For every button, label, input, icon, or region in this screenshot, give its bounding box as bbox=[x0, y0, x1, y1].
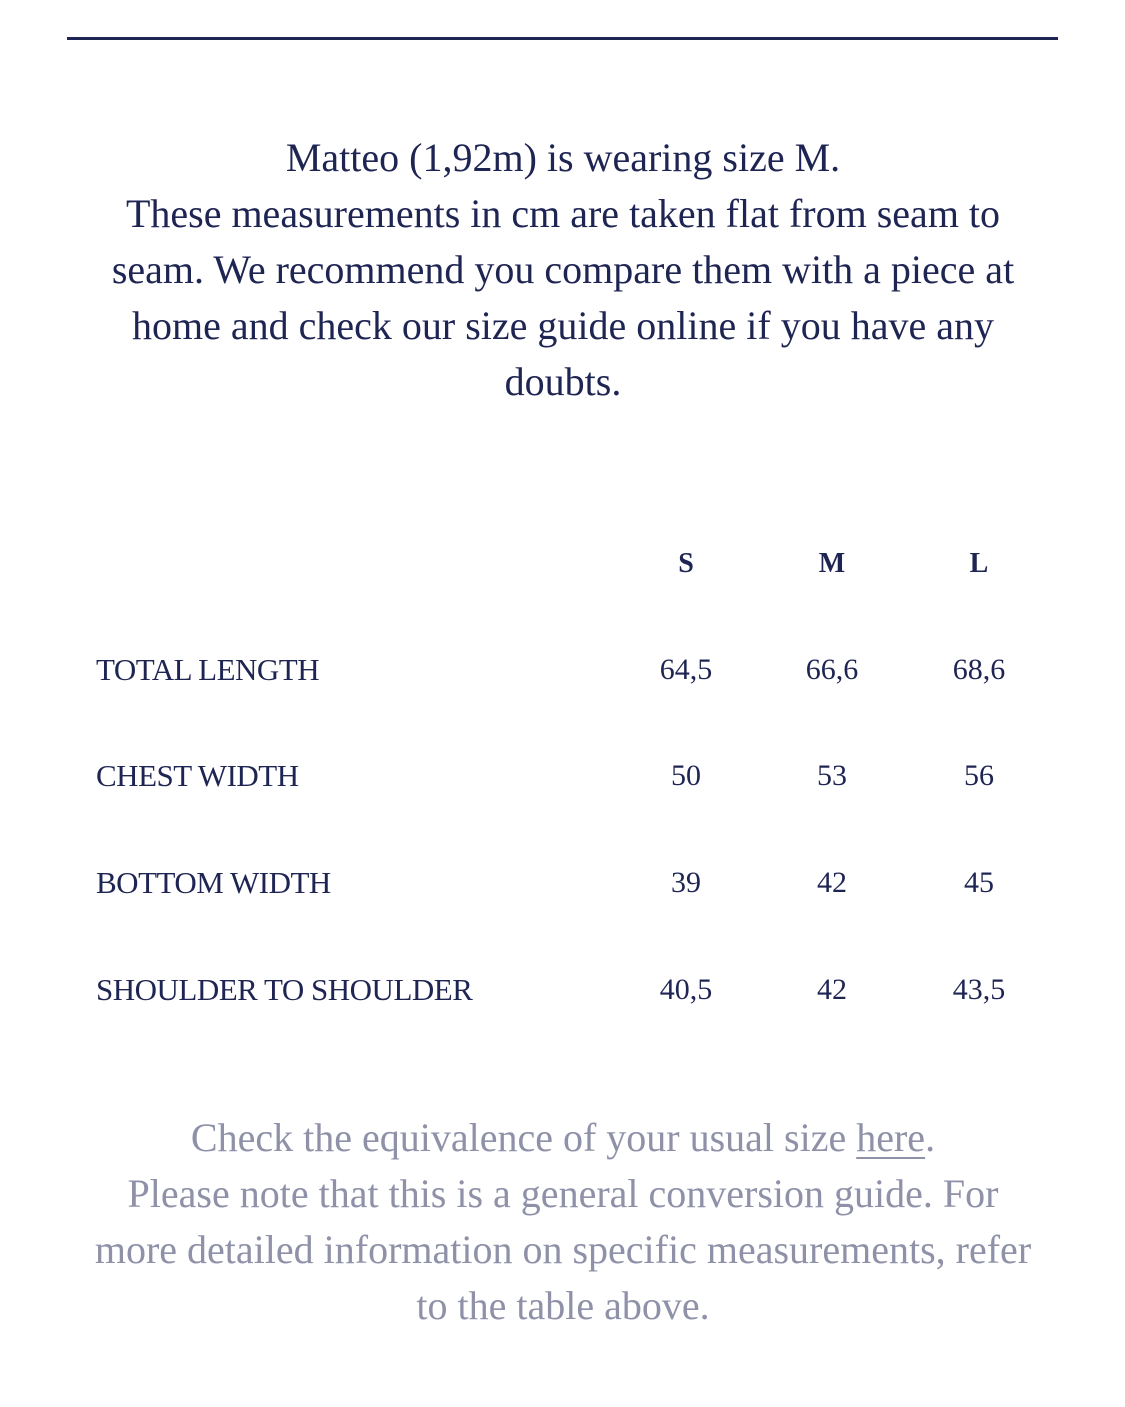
model-size-line: Matteo (1,92m) is wearing size M. bbox=[285, 135, 841, 180]
size-guide-link[interactable]: here bbox=[856, 1115, 926, 1160]
row-label-chest-width: CHEST WIDTH bbox=[96, 758, 299, 793]
table-cell: 53 bbox=[817, 759, 847, 792]
table-cell: 39 bbox=[671, 866, 701, 899]
size-equivalence-note bbox=[88, 1110, 1038, 1334]
column-header-m: M bbox=[818, 548, 846, 579]
table-cell: 56 bbox=[964, 759, 994, 792]
row-label-shoulder-to-shoulder: SHOULDER TO SHOULDER bbox=[96, 972, 473, 1007]
table-cell: 43,5 bbox=[952, 973, 1006, 1006]
table-cell: 42 bbox=[817, 973, 847, 1006]
table-cell: 66,6 bbox=[805, 653, 859, 686]
measurement-note: These measurements in cm are taken flat from seam to seam. We recommend you compare them with a piece at home and check our size guide online if you have any doubts. bbox=[111, 191, 1015, 404]
column-header-s: S bbox=[678, 548, 694, 579]
equivalence-prefix: Check the equivalence of your usual size bbox=[190, 1115, 857, 1160]
column-header-l: L bbox=[969, 548, 989, 579]
table-cell: 42 bbox=[817, 866, 847, 899]
table-cell: 40,5 bbox=[659, 973, 713, 1006]
row-label-total-length: TOTAL LENGTH bbox=[96, 652, 320, 687]
row-label-bottom-width: BOTTOM WIDTH bbox=[96, 865, 331, 900]
table-cell: 64,5 bbox=[659, 653, 713, 686]
table-cell: 68,6 bbox=[952, 653, 1006, 686]
table-cell: 45 bbox=[964, 866, 994, 899]
table-cell: 50 bbox=[671, 759, 701, 792]
conversion-guide-note: Please note that this is a general conversion guide. For more detailed information on specific measurements, refer to the table above. bbox=[94, 1171, 1032, 1328]
equivalence-suffix: . bbox=[925, 1115, 936, 1160]
equivalence-line bbox=[88, 1110, 1038, 1166]
